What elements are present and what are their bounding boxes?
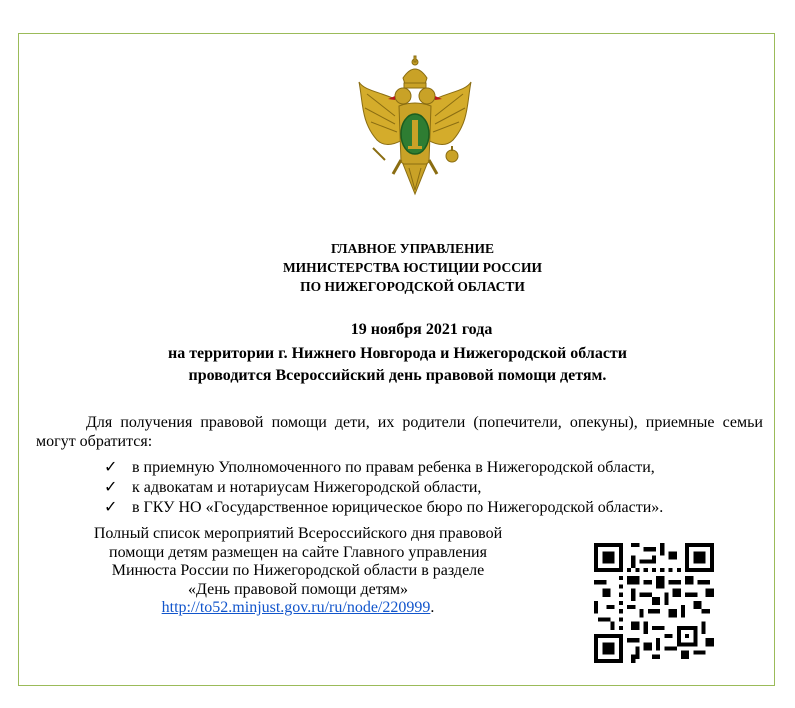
footer-link-line — [38, 599, 558, 618]
list-item-text: к адвокатам и нотариусам Нижегородской области, — [132, 479, 482, 496]
event-date: 19 ноября 2021 года — [350, 321, 493, 338]
places-list — [104, 458, 769, 518]
check-icon: ✓ — [104, 479, 118, 496]
list-item — [104, 478, 769, 498]
intro-text: Для получения правовой помощи дети, их родители (попечители, опекуны), приемные семьи могут обратится: — [36, 414, 763, 450]
list-item — [104, 458, 769, 478]
announcement-line-3: проводится Всероссийский день правовой помощи детям. — [188, 367, 607, 384]
footer-line-1: Полный список мероприятий Всероссийского дня правовой — [93, 525, 503, 542]
organization-line-2: МИНИСТЕРСТВА ЮСТИЦИИ РОССИИ — [282, 260, 543, 275]
qr-code-icon — [594, 543, 714, 663]
link-suffix: . — [430, 599, 435, 616]
ministry-emblem-icon — [355, 52, 475, 198]
announcement — [0, 320, 795, 386]
check-icon: ✓ — [104, 459, 118, 476]
organization-line-1: ГЛАВНОЕ УПРАВЛЕНИЕ — [331, 241, 494, 256]
list-item — [104, 498, 769, 518]
list-item-text: в ГКУ НО «Государственное юрицическое бюро по Нижегородской области». — [132, 499, 664, 516]
check-icon: ✓ — [104, 499, 118, 516]
website-link[interactable]: http://to52.minjust.gov.ru/ru/node/220999 — [161, 599, 431, 616]
organization-name — [0, 239, 795, 296]
footer-note — [38, 525, 558, 618]
footer-line-3: Минюста России по Нижегородской области в разделе — [111, 562, 485, 579]
footer-line-4: «День правовой помощи детям» — [188, 580, 408, 598]
organization-line-3: ПО НИЖЕГОРОДСКОЙ ОБЛАСТИ — [300, 279, 525, 294]
footer-line-2: помощи детям размещен на сайте Главного управления — [109, 543, 487, 561]
announcement-line-2: на территории г. Нижнего Новгорода и Нижегородской области — [167, 345, 628, 362]
list-item-text: в приемную Уполномоченного по правам ребенка в Нижегородской области, — [132, 459, 655, 476]
intro-paragraph — [36, 413, 763, 451]
